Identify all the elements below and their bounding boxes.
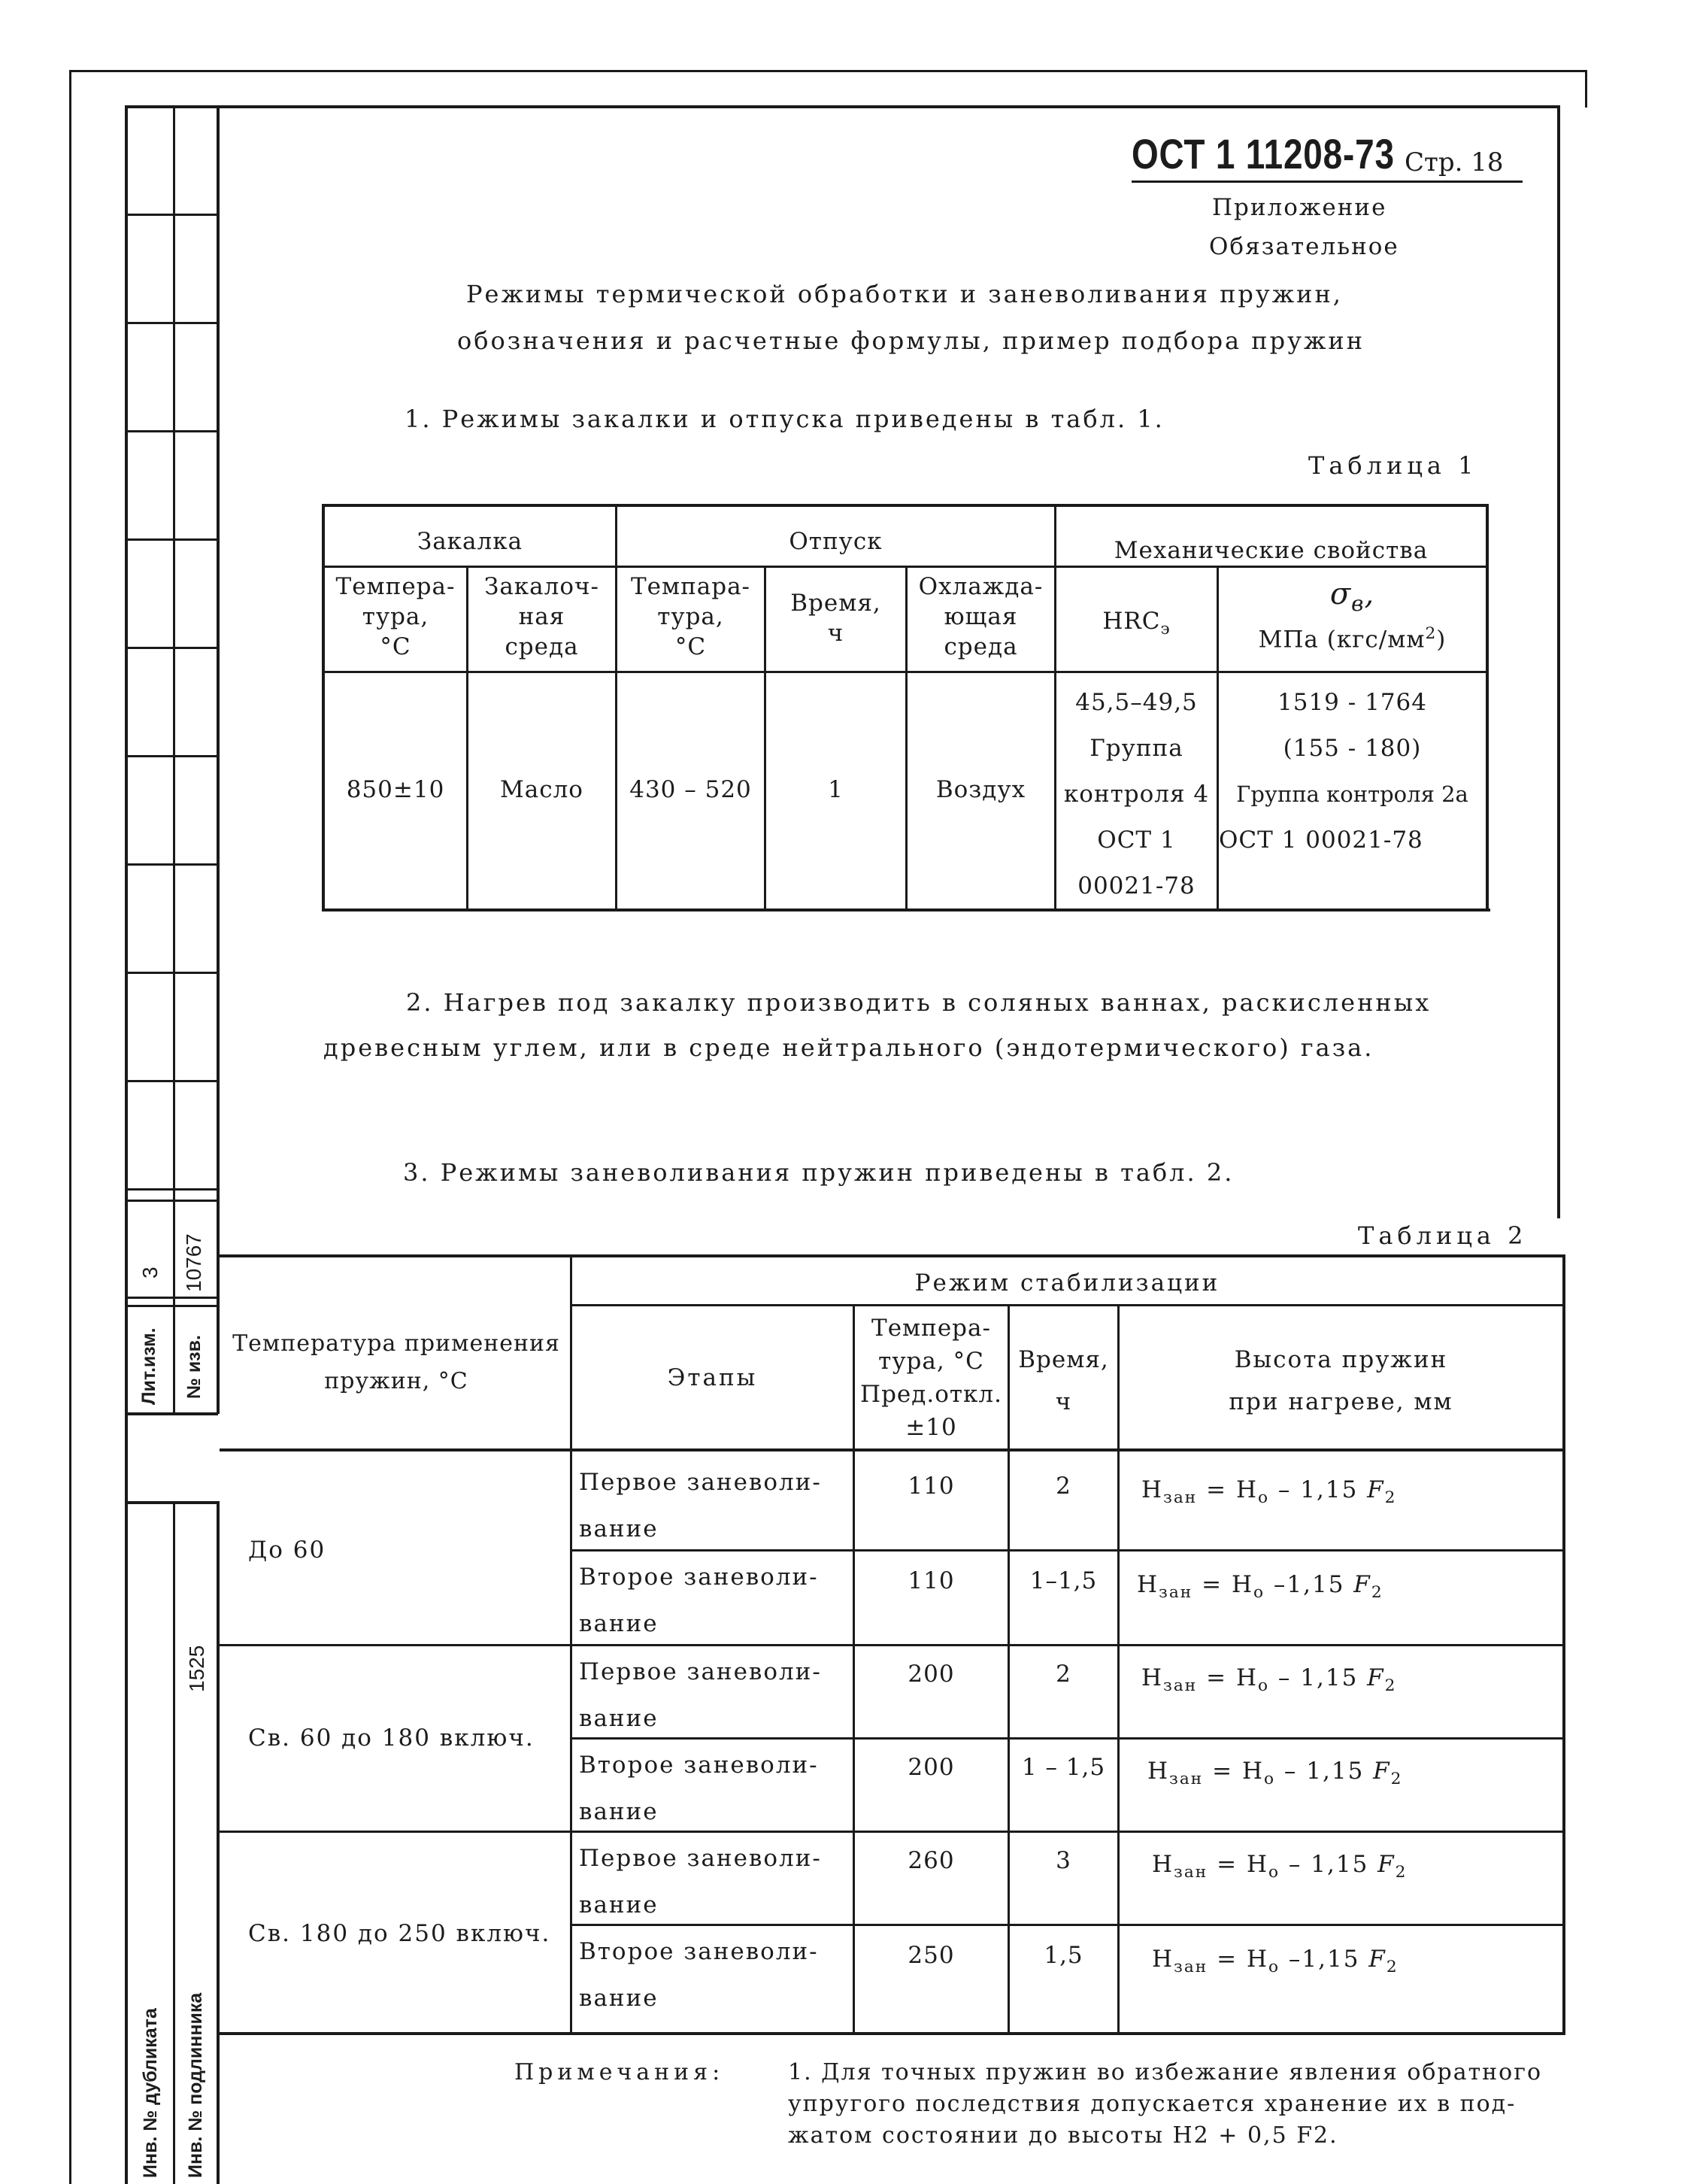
t2-temp: 250 <box>908 1942 955 1969</box>
inner-frame-left <box>125 105 128 2184</box>
margin-row-line <box>125 538 218 541</box>
appendix-type: Обязательное <box>1209 233 1399 260</box>
inv-podl-label: Инв. № подлинника <box>185 1992 206 2178</box>
t2-time: 2 <box>1056 1661 1071 1688</box>
t2-temp: 110 <box>908 1473 955 1500</box>
t2-header-height: Высота пружин при нагреве, мм <box>1229 1346 1453 1415</box>
inv-dubl-label: Инв. № дубликата <box>140 2008 161 2178</box>
t2-group-line <box>220 1644 1564 1646</box>
t1-header-hrc: $HRC_э$ <box>1102 608 1171 639</box>
stamp-box-bottom <box>125 1412 218 1415</box>
outer-frame-left <box>69 70 71 2184</box>
margin-col-line-2 <box>217 105 220 1414</box>
t2-stage: Первое заневоли- вание <box>579 1845 822 1919</box>
margin-row-line <box>125 1080 218 1082</box>
margin-col-line-1 <box>173 105 175 1414</box>
t2-stage: Второе заневоли- вание <box>579 1752 819 1825</box>
section1-text: 1. Режимы закалки и отпуска приведены в табл. 1. <box>405 405 1165 433</box>
header-underline <box>1132 180 1523 183</box>
t2-group-label: Св. 180 до 250 включ. <box>248 1920 551 1947</box>
stamp-box-top <box>125 1200 218 1202</box>
t2-formula: $H_{зан} = H_о - 1,15$ $F_2$ <box>1141 1664 1397 1696</box>
t2-mode-line <box>570 1304 1564 1306</box>
outer-frame-top <box>69 70 1586 72</box>
t2-stage: Второе заневоли- вание <box>579 1938 819 2012</box>
t2-group-line <box>220 1831 1564 1833</box>
notes-line-3: жатом состоянии до высоты H2 + 0,5 F2. <box>788 2122 1338 2149</box>
t1-cell-quench-temp: 850±10 <box>346 776 445 803</box>
n-izv-label: № изв. <box>183 1335 205 1399</box>
page-number: Стр. 18 <box>1405 147 1504 177</box>
lit-izm-value: 3 <box>138 1266 162 1279</box>
t1-cell-quench-medium: Масло <box>500 776 583 803</box>
t1-cell-temper-time: 1 <box>828 776 844 803</box>
t1-header-quench-medium: Закалоч- ная среда <box>484 573 599 660</box>
margin-row-line <box>125 1297 218 1299</box>
notes-line-2: упругого последствия допускается хранение их в под- <box>788 2091 1517 2117</box>
t1-header-quench-temp: Темпера- тура, °С <box>335 573 456 660</box>
t2-formula: $H_{зан} = H_о - 1,15$ $F_2$ <box>1141 1476 1397 1508</box>
t1-header-temper-time: Время, ч <box>790 590 881 647</box>
t2-header-time: Время, ч <box>1018 1346 1109 1415</box>
t2-header-line <box>220 1448 1564 1451</box>
t1-col-line <box>615 504 617 910</box>
section2-line-1: 2. Нагрев под закалку производить в соляных ваннах, раскисленных <box>406 988 1432 1017</box>
inv-box-top <box>125 1501 218 1504</box>
standard-code: ОСТ 1 11208-73 <box>1132 130 1395 177</box>
margin-row-line <box>125 972 218 974</box>
t1-cell-hrc: 45,5–49,5 Группа контроля 4 ОСТ 1 00021-78 <box>1063 689 1210 899</box>
table2-caption: Таблица 2 <box>1358 1221 1528 1250</box>
t1-group-mech: Механические свойства <box>1114 537 1429 564</box>
section2-line-2: древесным углем, или в среде нейтрального (эндотермического) газа. <box>323 1033 1374 1062</box>
t2-stage: Первое заневоли- вание <box>579 1658 822 1732</box>
t2-temp: 200 <box>908 1661 955 1688</box>
t2-group-label: Св. 60 до 180 включ. <box>248 1724 535 1752</box>
outer-frame-right <box>1585 70 1587 108</box>
margin-row-line <box>125 214 218 216</box>
t1-header-cooling-medium: Охлажда- ющая среда <box>918 573 1044 660</box>
t2-stage: Первое заневоли- вание <box>579 1469 822 1542</box>
t1-border-top <box>322 504 1489 507</box>
t2-header-application-temp: Температура применения пружин, °С <box>232 1330 560 1394</box>
t2-temp: 200 <box>908 1754 955 1781</box>
margin-row-line <box>125 647 218 649</box>
notes-line-1: 1. Для точных пружин во избежание явления обратного <box>788 2059 1543 2085</box>
t2-group-label: До 60 <box>248 1536 326 1564</box>
t2-time: 3 <box>1056 1847 1071 1874</box>
t2-header-stages: Этапы <box>667 1364 758 1391</box>
t2-time: 1 – 1,5 <box>1021 1754 1106 1781</box>
margin-row-line <box>125 863 218 866</box>
section3-text: 3. Режимы заневоливания пружин приведены в табл. 2. <box>403 1158 1235 1187</box>
t1-group-temper: Отпуск <box>789 528 883 555</box>
t2-formula: $H_{зан} = H_о - 1,15$ $F_2$ <box>1152 1851 1408 1882</box>
margin-row-line <box>125 322 218 324</box>
t2-border-bottom <box>220 2032 1565 2035</box>
inner-frame-top <box>125 105 1559 108</box>
t2-header-mode: Режим стабилизации <box>914 1269 1220 1297</box>
t2-temp: 260 <box>908 1847 955 1874</box>
inv-col-line-1 <box>173 1501 175 2184</box>
margin-row-line <box>125 430 218 432</box>
table1-caption: Таблица 1 <box>1308 451 1478 480</box>
t1-cell-sigma: 1519 - 1764 (155 - 180) Группа контроля 2а ОСТ 1 00021-78 <box>1219 689 1468 854</box>
stamp-box-mid <box>125 1305 218 1307</box>
inv-col-line-2 <box>217 1501 220 2184</box>
appendix-label: Приложение <box>1212 194 1387 221</box>
notes-label: Примечания: <box>514 2059 725 2085</box>
t2-time: 2 <box>1056 1473 1071 1500</box>
t1-cell-cooling-medium: Воздух <box>935 776 1026 803</box>
margin-row-line <box>125 1188 218 1191</box>
t1-header-temper-temp: Темпара- тура, °С <box>630 573 751 660</box>
inv-podl-value: 1525 <box>185 1645 208 1692</box>
t2-formula: $H_{зан} = H_о$ –1,15 $F_2$ <box>1137 1571 1383 1603</box>
lit-izm-label: Лит.изм. <box>138 1327 159 1405</box>
t2-header-temp: Темпера- тура, °С Пред.откл. ±10 <box>860 1315 1002 1441</box>
title-line-2: обозначения и расчетные формулы, пример подбора пружин <box>457 326 1365 355</box>
t2-formula: $H_{зан} = H_о$ –1,15 $F_2$ <box>1152 1946 1399 1977</box>
t1-group-quench: Закалка <box>417 528 523 555</box>
t2-temp: 110 <box>908 1567 955 1594</box>
margin-row-line <box>125 755 218 757</box>
t2-formula: $H_{зан} = H_о - 1,15$ $F_2$ <box>1147 1758 1403 1789</box>
n-izv-value: 10767 <box>182 1233 205 1292</box>
t2-border-top <box>220 1254 1564 1257</box>
t1-cell-temper-temp: 430 – 520 <box>629 776 752 803</box>
t2-time: 1,5 <box>1044 1942 1083 1969</box>
t2-stage: Второе заневоли- вание <box>579 1564 819 1637</box>
title-line-1: Режимы термической обработки и заневоливания пружин, <box>466 280 1343 308</box>
inner-frame-right <box>1557 105 1560 1218</box>
t1-header-sigma: $\sigma_в$, МПа $(кгс/мм^2)$ <box>1258 577 1447 654</box>
t2-time: 1–1,5 <box>1029 1567 1098 1594</box>
